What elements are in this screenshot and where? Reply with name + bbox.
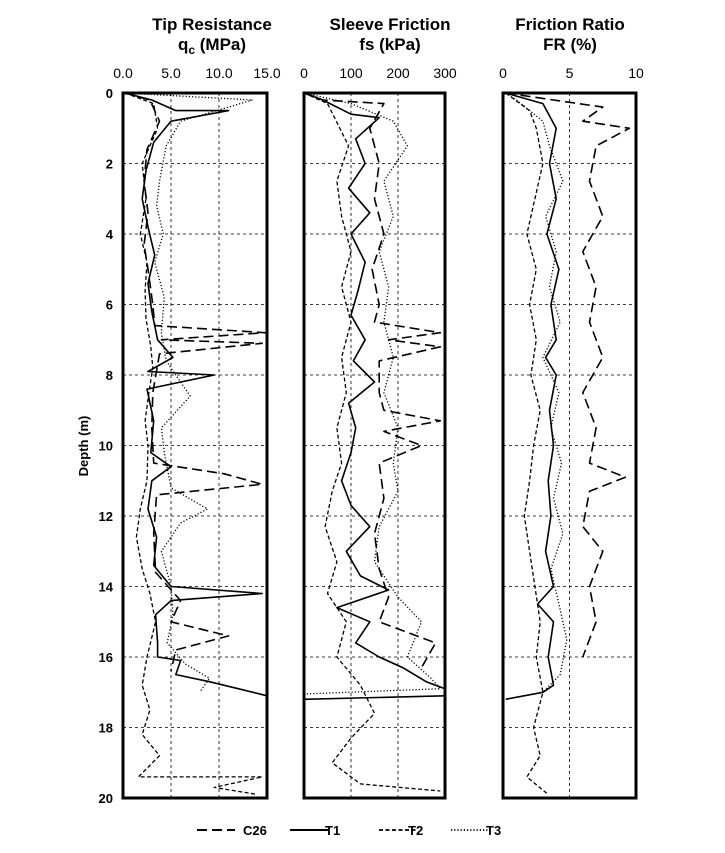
panel-qc-title: Tip Resistance xyxy=(152,15,272,34)
y-tick-label: 0 xyxy=(105,86,113,101)
x-tick-label: 0.0 xyxy=(113,65,133,81)
x-tick-label: 100 xyxy=(339,65,363,81)
series-t3-fs xyxy=(304,93,440,694)
y-tick-label: 12 xyxy=(98,509,113,524)
series-t1-fr xyxy=(506,93,559,699)
legend-label-t3: T3 xyxy=(486,823,502,838)
legend-label-c26: C26 xyxy=(243,823,267,838)
panel-fr-title: Friction Ratio xyxy=(515,15,625,34)
legend-label-t2: T2 xyxy=(408,823,424,838)
y-tick-label: 2 xyxy=(105,156,113,172)
series-t2-fr xyxy=(506,93,549,795)
legend-label-t1: T1 xyxy=(325,823,341,838)
legend xyxy=(197,823,501,838)
panel-fr-subtitle: FR (%) xyxy=(543,35,597,54)
panel-fr xyxy=(499,15,644,798)
y-axis-label: Depth (m) xyxy=(76,415,91,477)
y-tick-label: 4 xyxy=(105,227,113,242)
x-tick-label: 0 xyxy=(300,65,308,81)
x-tick-label: 15.0 xyxy=(253,65,281,81)
y-tick-label: 14 xyxy=(98,579,113,595)
series-t3-fr xyxy=(506,93,567,692)
x-tick-label: 0 xyxy=(499,65,507,81)
panel-fs-title: Sleeve Friction xyxy=(329,15,451,34)
panel-qc xyxy=(113,15,281,798)
x-tick-label: 10 xyxy=(628,65,644,81)
x-tick-label: 10.0 xyxy=(205,65,233,81)
y-tick-label: 20 xyxy=(98,791,113,806)
x-tick-label: 300 xyxy=(433,65,457,81)
y-tick-label: 6 xyxy=(105,297,113,313)
x-tick-label: 200 xyxy=(386,65,410,81)
y-tick-labels xyxy=(99,86,114,806)
series-c26-fr xyxy=(506,93,630,657)
y-tick-label: 8 xyxy=(105,368,113,383)
series-c26-qc xyxy=(125,93,265,671)
y-tick-label: 10 xyxy=(98,438,113,454)
series-t1-fs xyxy=(304,93,445,699)
y-tick-label: 16 xyxy=(98,650,113,665)
x-tick-label: 5 xyxy=(565,65,574,81)
series-t1-qc xyxy=(125,93,267,696)
x-tick-label: 5.0 xyxy=(161,65,181,81)
panel-qc-subtitle: $q_c$ (MPa) xyxy=(177,35,247,57)
panels-group xyxy=(99,15,644,806)
y-tick-label: 18 xyxy=(98,720,113,736)
series-t2-fs xyxy=(304,93,440,791)
panel-fs-subtitle: fs (kPa) xyxy=(359,35,421,54)
panel-fs xyxy=(300,15,457,798)
